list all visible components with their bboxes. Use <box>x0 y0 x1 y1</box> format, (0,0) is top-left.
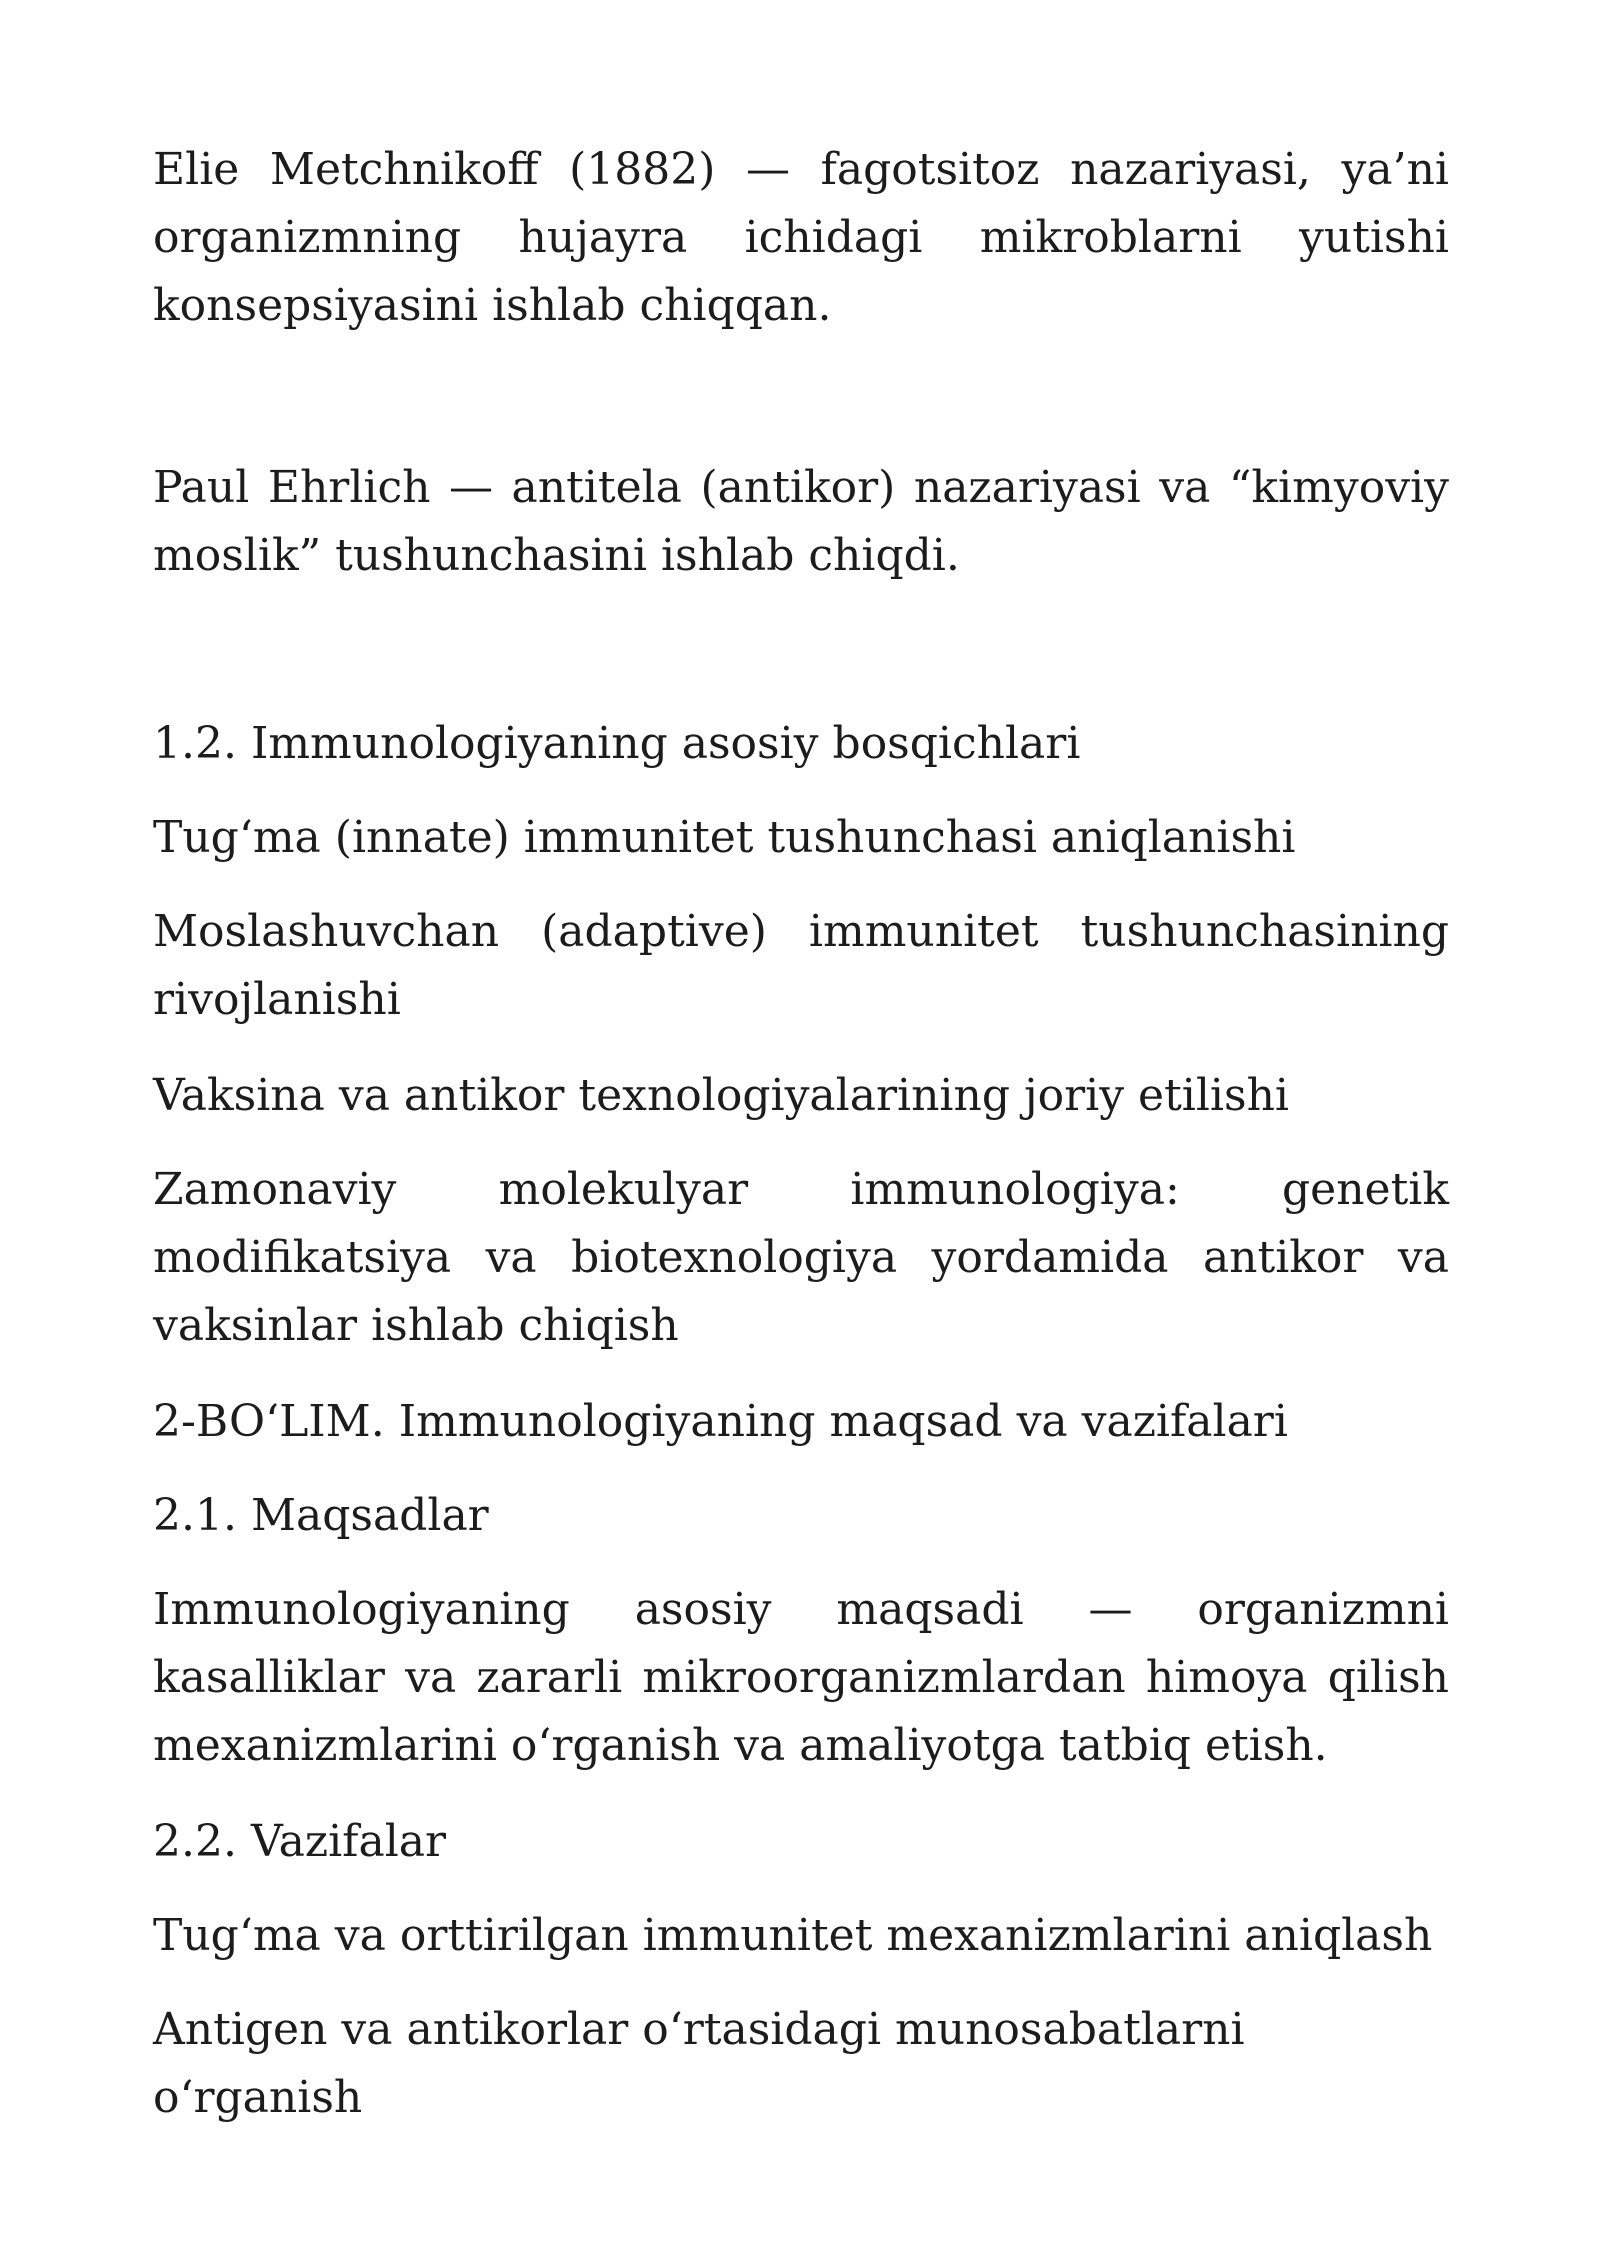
section-heading-1-2: 1.2. Immunologiyaning asosiy bosqichlari <box>153 718 1081 769</box>
list-item-mechanisms: Tug‘ma va orttirilgan immunitet mexanizmlarini aniqlash <box>153 1910 1433 1961</box>
section-heading-2-2: 2.2. Vazifalar <box>153 1816 447 1867</box>
section-heading-2-1: 2.1. Maqsadlar <box>153 1490 489 1541</box>
list-item-molecular: Zamonaviy molekulyar immunologiya: genetik modifikatsiya va biotexnologiya yordamida antikor va vaksinlar ishlab chiqish <box>153 1164 1449 1351</box>
list-item-adaptive: Moslashuvchan (adaptive) immunitet tushunchasining rivojlanishi <box>153 906 1449 1025</box>
paragraph-ehrlich: Paul Ehrlich — antitela (antikor) nazariyasi va “kimyoviy moslik” tushunchasini ishlab chiqdi. <box>153 462 1449 581</box>
paragraph-metchnikoff: Elie Metchnikoff (1882) — fagotsitoz nazariyasi, ya’ni organizmning hujayra ichidagi mikroblarni yutishi konsepsiyasini ishlab chiqqan. <box>153 144 1449 331</box>
list-item-antigen: Antigen va antikorlar o‘rtasidagi munosabatlarni o‘rganish <box>153 2004 1245 2123</box>
section-heading-2: 2-BO‘LIM. Immunologiyaning maqsad va vazifalari <box>153 1396 1288 1447</box>
paragraph-goals: Immunologiyaning asosiy maqsadi — organizmni kasalliklar va zararli mikroorganizmlardan himoya qilish mexanizmlarini o‘rganish va amaliyotga tatbiq etish. <box>153 1584 1449 1771</box>
list-item-vaccines: Vaksina va antikor texnologiyalarining joriy etilishi <box>153 1070 1289 1121</box>
list-item-innate: Tug‘ma (innate) immunitet tushunchasi aniqlanishi <box>153 812 1296 863</box>
